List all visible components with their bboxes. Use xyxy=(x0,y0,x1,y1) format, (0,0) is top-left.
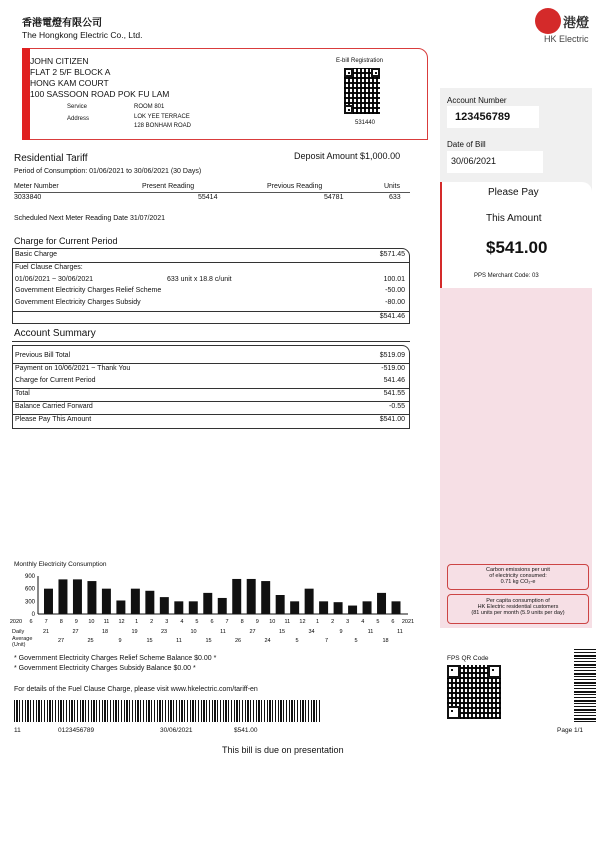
daily-average-value: 25 xyxy=(87,638,94,644)
consumption-bar xyxy=(145,591,154,614)
month-label: 9 xyxy=(74,619,78,625)
units-value: 633 xyxy=(389,194,401,201)
consumption-bar xyxy=(160,597,169,614)
charge-label: 01/06/2021 ~ 30/06/2021 xyxy=(15,276,94,283)
present-reading-value: 55414 xyxy=(198,194,218,201)
account-number: 123456789 xyxy=(447,106,539,128)
summary-row xyxy=(13,352,409,362)
summary-amount: $541.00 xyxy=(379,416,405,423)
consumption-bar xyxy=(73,579,82,614)
consumption-bar xyxy=(44,589,53,614)
customer-name: JOHN CITIZEN xyxy=(30,56,89,66)
month-label: 2 xyxy=(331,619,335,625)
charge-row-basic xyxy=(13,251,409,261)
consumption-bar xyxy=(247,579,256,614)
summary-row xyxy=(13,390,409,400)
divider xyxy=(13,414,409,415)
tariff-title: Residential Tariff xyxy=(14,153,88,164)
daily-average-value: 26 xyxy=(234,638,242,644)
divider xyxy=(13,262,409,263)
month-label: 5 xyxy=(195,619,199,625)
month-label: 3 xyxy=(165,619,169,625)
month-label: 2021 xyxy=(401,619,415,625)
service-line1: ROOM 801 xyxy=(134,104,165,110)
consumption-bar xyxy=(102,589,111,614)
charge-amount: 100.01 xyxy=(383,276,405,283)
next-reading-date: Scheduled Next Meter Reading Date 31/07/2021 xyxy=(14,215,165,222)
consumption-bar xyxy=(189,601,198,614)
month-label: 10 xyxy=(269,619,276,625)
service-label-2: Address xyxy=(67,116,90,122)
charge-label: Basic Charge xyxy=(15,251,58,258)
month-label: 2 xyxy=(150,619,154,625)
y-tick-label: 0 xyxy=(31,612,35,618)
charges-title: Charge for Current Period xyxy=(14,236,118,246)
charge-amount: -50.00 xyxy=(385,287,405,294)
consumption-bar xyxy=(232,579,241,614)
month-label: 4 xyxy=(361,619,365,625)
consumption-chart xyxy=(9,570,416,652)
chart-title: Monthly Electricity Consumption xyxy=(14,561,107,568)
daily-average-value: 5 xyxy=(354,638,358,644)
barcode-text-b: 0123456789 xyxy=(58,727,95,734)
summary-label: Charge for Current Period xyxy=(15,377,96,384)
month-label: 4 xyxy=(180,619,184,625)
bill-date: 30/06/2021 xyxy=(447,151,543,173)
per-capita-box xyxy=(447,594,589,624)
previous-reading-header: Previous Reading xyxy=(267,183,323,190)
daily-average-value: 11 xyxy=(397,629,403,635)
daily-average-value: 27 xyxy=(57,638,65,644)
deposit-amount: Deposit Amount $1,000.00 xyxy=(294,151,401,161)
month-label: 11 xyxy=(284,619,291,625)
account-number-label: Account Number xyxy=(447,96,507,105)
month-label: 8 xyxy=(240,619,244,625)
charge-detail: 633 unit x 18.8 c/unit xyxy=(167,276,232,283)
daily-average-value: 7 xyxy=(324,638,329,644)
month-label: 1 xyxy=(316,619,320,625)
charge-row-relief xyxy=(13,287,409,297)
charge-row-fuel xyxy=(13,264,409,274)
summary-amount: 541.46 xyxy=(383,377,405,384)
summary-row xyxy=(13,377,409,387)
month-label: 5 xyxy=(376,619,380,625)
consumption-bar xyxy=(348,606,357,614)
y-tick-label: 900 xyxy=(24,574,35,580)
meter-number-header: Meter Number xyxy=(14,183,59,190)
consumption-bar xyxy=(261,581,270,614)
carbon-line2: of electricity consumed: xyxy=(489,573,547,579)
logo-cn-text: 港燈 xyxy=(563,15,590,30)
charge-label: Government Electricity Charges Subsidy xyxy=(15,299,141,306)
consumption-bar xyxy=(218,598,227,614)
summary-title: Account Summary xyxy=(14,328,96,339)
vertical-barcode xyxy=(574,648,596,722)
daily-average-value: 5 xyxy=(295,638,299,644)
daily-average-value: 15 xyxy=(278,629,286,635)
daily-average-value: 9 xyxy=(118,638,122,644)
meter-value-row xyxy=(14,194,410,204)
charges-total: $541.46 xyxy=(379,313,405,320)
ebill-code: 531440 xyxy=(355,120,376,126)
divider xyxy=(13,363,409,364)
pay-line1: Please Pay xyxy=(488,187,539,198)
summary-label: Please Pay This Amount xyxy=(15,416,92,423)
consumption-bar xyxy=(203,593,212,614)
consumption-bar xyxy=(319,601,328,614)
daily-average-value: 11 xyxy=(220,629,226,635)
meter-header-row xyxy=(14,183,410,193)
logo-en-text: HK Electric xyxy=(544,34,589,44)
customer-line3: 100 SASSOON ROAD POK FU LAM xyxy=(30,89,170,99)
month-label: 6 xyxy=(29,619,33,625)
summary-row xyxy=(13,365,409,375)
service-line2: LOK YEE TERRACE xyxy=(134,114,190,120)
consumption-bar xyxy=(392,601,401,614)
charge-row-subsidy xyxy=(13,299,409,309)
month-label: 12 xyxy=(118,619,125,625)
service-line3: 128 BONHAM ROAD xyxy=(134,123,192,129)
summary-box xyxy=(12,345,410,429)
fps-label: FPS QR Code xyxy=(447,655,489,662)
percapita-line2: HK Electric residential customers xyxy=(477,604,559,610)
payment-barcode xyxy=(14,700,322,722)
month-label: 7 xyxy=(44,619,48,625)
consumption-bar xyxy=(131,589,140,614)
consumption-bar xyxy=(363,601,372,614)
page-number: Page 1/1 xyxy=(557,727,584,734)
meter-number-value: 3033840 xyxy=(14,194,42,201)
daily-average-label: Daily Average (Unit) xyxy=(12,629,33,648)
summary-amount: -0.55 xyxy=(389,403,405,410)
ebill-qr-icon[interactable] xyxy=(344,68,380,114)
customer-line2: HONG KAM COURT xyxy=(30,78,109,88)
daily-average-value: 11 xyxy=(367,629,374,635)
summary-row-pay xyxy=(13,416,409,426)
charge-label: Government Electricity Charges Relief Scheme xyxy=(15,287,162,294)
daily-average-value: 24 xyxy=(264,638,271,644)
carbon-line3: 0.71 kg CO₂-e xyxy=(500,579,536,585)
consumption-bar xyxy=(174,601,183,614)
barcode-text-a: 11 xyxy=(14,727,21,734)
month-label: 6 xyxy=(391,619,395,625)
daily-average-value: 9 xyxy=(339,629,343,635)
daily-average-value: 27 xyxy=(72,629,79,635)
pps-merchant-code: PPS Merchant Code: 03 xyxy=(474,273,539,279)
daily-average-value: 19 xyxy=(131,629,138,635)
summary-amount: -519.00 xyxy=(381,365,405,372)
daily-average-value: 21 xyxy=(42,629,50,635)
barcode-text-c: 30/06/2021 xyxy=(160,727,193,734)
subsidy-balance-note: * Government Electricity Charges Subsidy Balance $0.00 * xyxy=(14,665,196,672)
divider xyxy=(13,401,409,402)
daily-average-value: 15 xyxy=(146,638,153,644)
month-label: 7 xyxy=(225,619,229,625)
consumption-bar xyxy=(276,595,285,614)
barcode-text-d: $541.00 xyxy=(234,727,258,734)
daily-average-value: 18 xyxy=(382,638,389,644)
month-label: 2020 xyxy=(9,619,23,625)
units-header: Units xyxy=(384,183,400,190)
summary-amount: $519.09 xyxy=(379,352,405,359)
company-name-en: The Hongkong Electric Co., Ltd. xyxy=(22,30,143,40)
bill-date-label: Date of Bill xyxy=(447,140,486,149)
present-reading-header: Present Reading xyxy=(142,183,195,190)
consumption-bar xyxy=(116,600,125,614)
company-name-cn: 香港電燈有限公司 xyxy=(22,18,102,29)
month-label: 8 xyxy=(59,619,63,625)
relief-balance-note: * Government Electricity Charges Relief Scheme Balance $0.00 * xyxy=(14,655,217,662)
month-label: 11 xyxy=(103,619,110,625)
daily-average-value: 34 xyxy=(308,629,315,635)
divider xyxy=(13,388,409,389)
daily-average-value: 10 xyxy=(190,629,197,635)
carbon-box xyxy=(447,564,589,590)
daily-average-value: 15 xyxy=(205,638,212,644)
charge-amount: -80.00 xyxy=(385,299,405,306)
consumption-period: Period of Consumption: 01/06/2021 to 30/06/2021 (30 Days) xyxy=(14,168,202,175)
ebill-label: E-bill Registration xyxy=(336,58,384,64)
charge-row-fuel-detail xyxy=(13,276,409,286)
consumption-bar xyxy=(334,602,343,614)
charge-label: Fuel Clause Charges: xyxy=(15,264,83,271)
consumption-bar xyxy=(290,601,299,614)
previous-reading-value: 54781 xyxy=(324,194,344,201)
consumption-bar xyxy=(58,579,67,614)
month-label: 10 xyxy=(88,619,95,625)
daily-average-value: 11 xyxy=(176,638,182,644)
summary-label: Total xyxy=(15,390,30,397)
fuel-clause-link[interactable]: For details of the Fuel Clause Charge, please visit www.hkelectric.com/tariff-en xyxy=(14,686,258,693)
month-label: 9 xyxy=(255,619,259,625)
summary-label: Balance Carried Forward xyxy=(15,403,93,410)
consumption-bar xyxy=(377,593,386,614)
daily-average-value: 18 xyxy=(101,629,109,635)
consumption-bar xyxy=(87,581,96,614)
percapita-line3: (81 units per month (5.9 units per day) xyxy=(471,610,565,616)
month-label: 1 xyxy=(135,619,139,625)
summary-row xyxy=(13,403,409,413)
month-label: 6 xyxy=(210,619,214,625)
daily-average-value: 27 xyxy=(249,629,256,635)
consumption-bar xyxy=(305,589,314,614)
month-label: 3 xyxy=(346,619,350,625)
customer-line1: FLAT 2 5/F BLOCK A xyxy=(30,67,111,77)
daily-average-value: 23 xyxy=(160,629,168,635)
month-label: 12 xyxy=(299,619,306,625)
address-accent-bar xyxy=(22,48,30,140)
pay-line2: This Amount xyxy=(486,213,542,224)
carbon-line1: Carbon emissions per unit xyxy=(486,567,550,573)
hk-electric-logo-icon xyxy=(535,8,561,34)
due-note: This bill is due on presentation xyxy=(222,745,344,755)
summary-label: Payment on 10/06/2021 ~ Thank You xyxy=(15,365,131,372)
y-tick-label: 600 xyxy=(24,586,35,593)
divider xyxy=(13,311,409,312)
summary-label: Previous Bill Total xyxy=(15,352,71,359)
pay-amount: $541.00 xyxy=(486,238,548,257)
charges-box xyxy=(12,248,410,324)
service-label-1: Service xyxy=(67,104,88,110)
summary-amount: 541.55 xyxy=(383,390,405,397)
summary-title-line xyxy=(12,341,410,342)
charge-row-total xyxy=(13,313,409,323)
fps-qr-icon[interactable] xyxy=(447,665,501,719)
percapita-line1: Per capita consumption of xyxy=(486,598,550,604)
charge-amount: $571.45 xyxy=(379,251,405,258)
y-tick-label: 300 xyxy=(24,599,35,606)
